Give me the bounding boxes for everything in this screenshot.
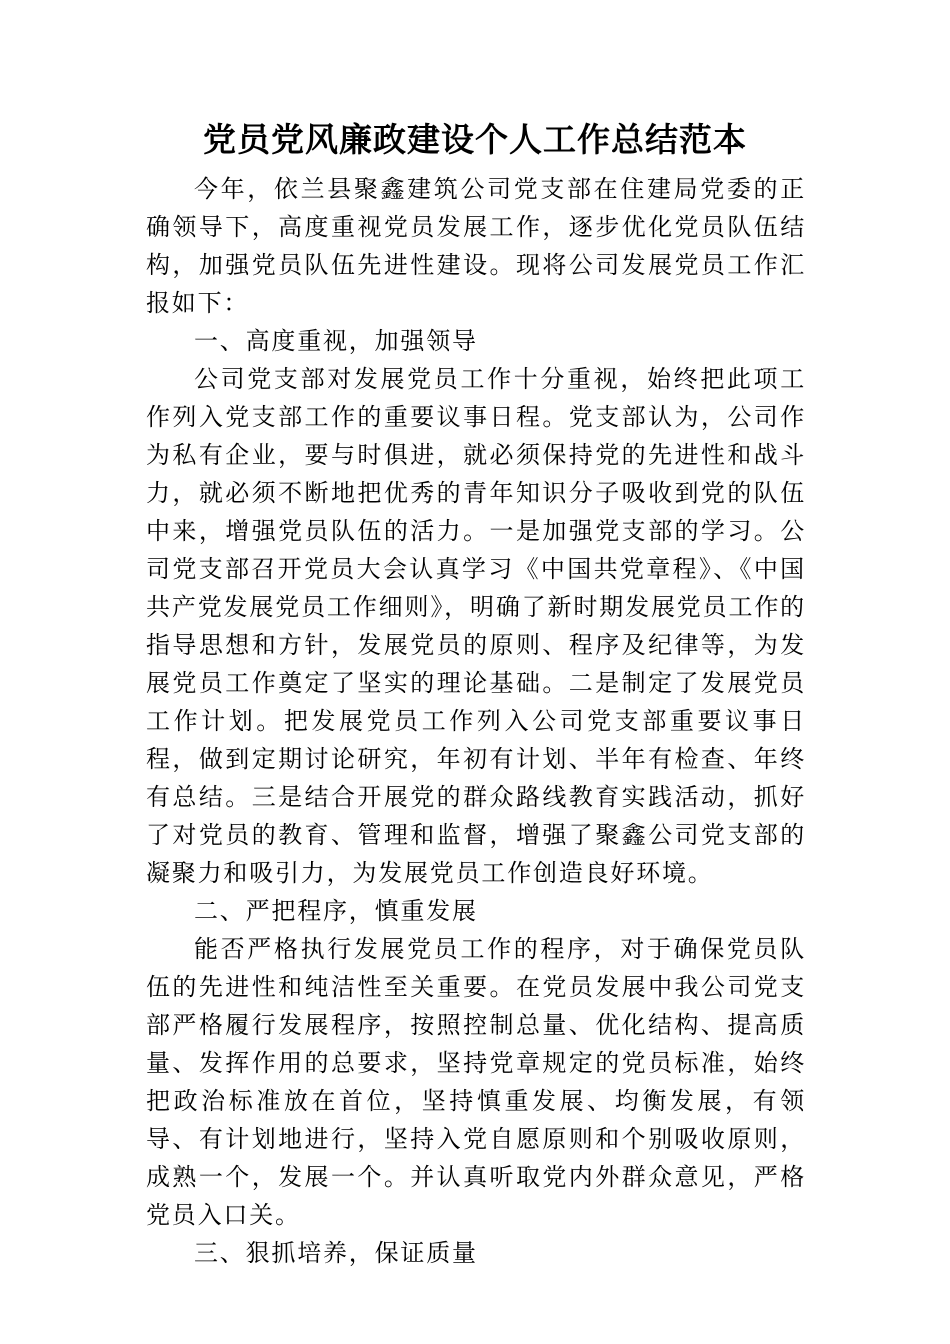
paragraph-section-2: 能否严格执行发展党员工作的程序，对于确保党员队伍的先进性和纯洁性至关重要。在党员发展中我公司党支部严格履行发展程序，按照控制总量、优化结构、提高质量、发挥作用的总要求，坚持党章规定的党员标准，始终把政治标准放在首位，坚持慎重发展、均衡发展，有领导、有计划地进行，坚持入党自愿原则和个别吸收原则，成熟一个，发展一个。并认真听取党内外群众意见，严格党员入口关。 [146,935,806,1229]
paragraph-intro: 今年，依兰县聚鑫建筑公司党支部在住建局党委的正确领导下，高度重视党员发展工作，逐步优化党员队伍结构，加强党员队伍先进性建设。现将公司发展党员工作汇报如下： [146,175,806,317]
paragraph-section-1: 公司党支部对发展党员工作十分重视，始终把此项工作列入党支部工作的重要议事日程。党支部认为，公司作为私有企业，要与时俱进，就必须保持党的先进性和战斗力，就必须不断地把优秀的青年知识分子吸收到党的队伍中来，增强党员队伍的活力。一是加强党支部的学习。公司党支部召开党员大会认真学习《中国共党章程》、《中国共产党发展党员工作细则》，明确了新时期发展党员工作的指导思想和方针，发展党员的原则、程序及纪律等，为发展党员工作奠定了坚实的理论基础。二是制定了发展党员工作计划。把发展党员工作列入公司党支部重要议事日程，做到定期讨论研究，年初有计划、半年有检查、年终有总结。三是结合开展党的群众路线教育实践活动，抓好了对党员的教育、管理和监督，增强了聚鑫公司党支部的凝聚力和吸引力，为发展党员工作创造良好环境。 [146,365,806,887]
section-heading-1: 一、高度重视，加强领导 [194,327,478,355]
document-body [146,170,806,1272]
section-heading-2: 二、严把程序，慎重发展 [194,897,478,925]
document-title: 党员党风廉政建设个人工作总结范本 [203,120,747,159]
section-heading-3: 三、狠抓培养，保证质量 [194,1239,478,1267]
